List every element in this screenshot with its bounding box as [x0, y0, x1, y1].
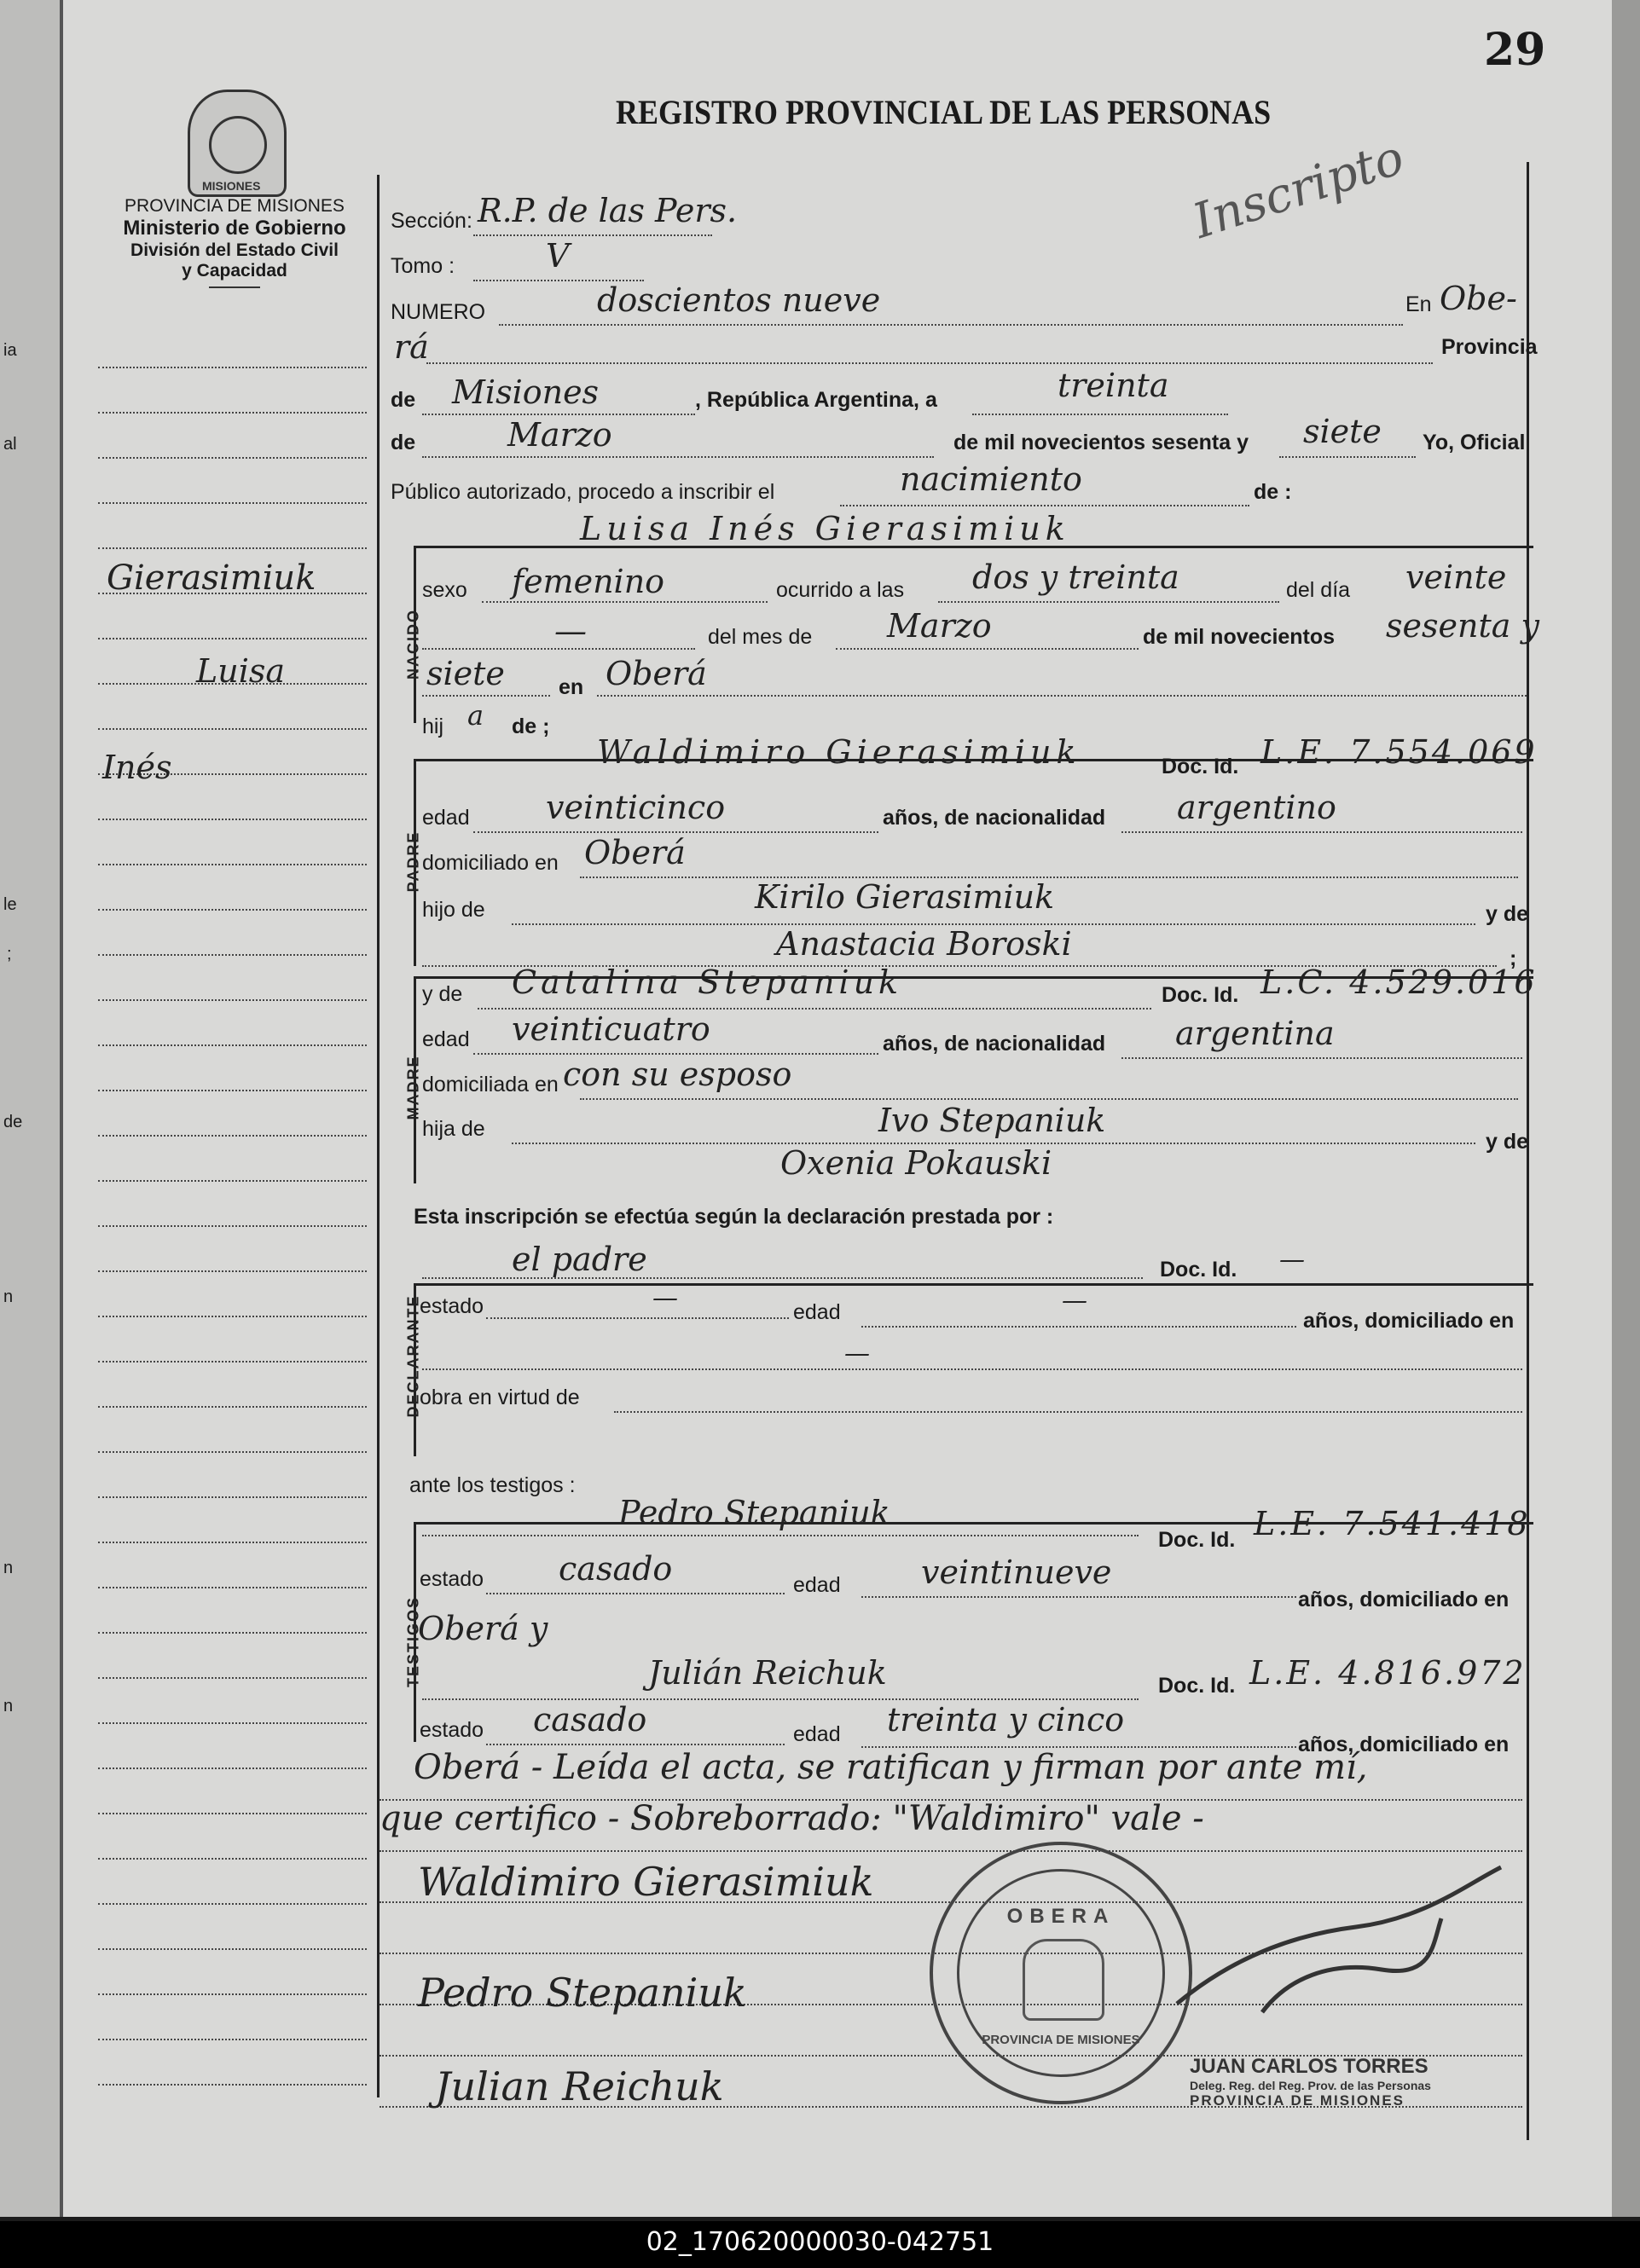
margin-dotted-line	[98, 999, 367, 1001]
label: edad	[422, 1027, 470, 1051]
margin-dotted-line	[98, 547, 367, 549]
field-city-cont: rá	[394, 328, 429, 366]
declarante-quien: el padre	[512, 1241, 647, 1278]
edge-text: le	[3, 895, 17, 914]
label: Tomo :	[391, 254, 455, 278]
label: sexo	[422, 578, 467, 602]
margin-dotted-line	[98, 638, 367, 639]
margin-dotted-line	[98, 1225, 367, 1227]
label: domiciliada en	[422, 1073, 559, 1096]
margin-name: Inés	[102, 749, 172, 786]
label: Doc. Id.	[1162, 755, 1239, 778]
margin-dotted-line	[98, 1316, 367, 1317]
label: hijo de	[422, 898, 485, 922]
margin-dotted-line	[98, 502, 367, 504]
testigo1-estado: casado	[559, 1550, 673, 1588]
official-name-stamp: JUAN CARLOS TORRES Deleg. Reg. del Reg. Prov. de las Personas PROVINCIA DE MISIONES	[1190, 2055, 1431, 2109]
field-dia-nac: veinte	[1405, 558, 1507, 596]
testigo1-domicilio: Oberá y	[418, 1610, 548, 1647]
official-signature-scribble	[1160, 1833, 1518, 2038]
label: de	[391, 431, 416, 454]
label: domiciliado en	[422, 851, 559, 875]
padre-madre: Anastacia Boroski	[776, 925, 1072, 963]
field-dash: —	[554, 612, 587, 650]
label: ;	[1510, 946, 1517, 970]
official-seal: OBERA PROVINCIA DE MISIONES	[930, 1842, 1192, 2104]
label: estado	[420, 1567, 484, 1591]
label: estado	[420, 1718, 484, 1742]
margin-dotted-line	[98, 1270, 367, 1272]
margin-dotted-line	[98, 864, 367, 865]
testigo1-edad: veintinueve	[921, 1553, 1112, 1591]
margin-dotted-line	[98, 1090, 367, 1091]
declarante-estado: —	[652, 1283, 678, 1313]
edge-text: n	[3, 1559, 14, 1577]
margin-dotted-line	[98, 1542, 367, 1543]
testigo1-nombre: Pedro Stepaniuk	[618, 1494, 890, 1531]
right-page-edge	[1612, 0, 1640, 2217]
label: Público autorizado, procedo a inscribir el	[391, 480, 775, 504]
padre-nacionalidad: argentino	[1177, 789, 1336, 826]
page-title: REGISTRO PROVINCIAL DE LAS PERSONAS	[616, 93, 1272, 131]
padre-domicilio: Oberá	[584, 834, 686, 871]
label: de :	[1254, 480, 1292, 504]
edge-text: ;	[7, 945, 12, 963]
edge-text: n	[3, 1287, 14, 1306]
margin-dotted-line	[98, 1677, 367, 1679]
testigo2-edad: treinta y cinco	[887, 1701, 1125, 1739]
margin-dotted-line	[98, 2039, 367, 2040]
label: de	[391, 388, 416, 412]
closing-line-1: Oberá - Leída el acta, se ratifican y firman por ante mí,	[414, 1748, 1368, 1787]
cancel-stamp: Inscripto	[1186, 130, 1411, 250]
label: y de	[1486, 1130, 1529, 1154]
page-number: 29	[1484, 24, 1546, 76]
margin-dotted-line	[98, 1948, 367, 1950]
field-anio: siete	[1303, 413, 1382, 450]
margin-dotted-line	[98, 728, 367, 730]
label: Doc. Id.	[1158, 1528, 1236, 1552]
testigo2-nombre: Julián Reichuk	[648, 1654, 887, 1692]
label: edad	[422, 806, 470, 830]
label: NUMERO	[391, 300, 486, 324]
field-anio-nac: sesenta y	[1386, 607, 1539, 645]
declarante-edad: —	[1062, 1286, 1087, 1316]
label: En	[1405, 292, 1432, 316]
field-acto: nacimiento	[900, 460, 1082, 498]
margin-dotted-line	[98, 1813, 367, 1814]
field-provincia: Misiones	[452, 373, 600, 411]
coat-of-arms-icon: MISIONES	[188, 90, 287, 197]
madre-edad: veinticuatro	[512, 1010, 710, 1048]
madre-nombre: Catalina Stepaniuk	[512, 963, 903, 1001]
margin-name: Luisa	[196, 652, 286, 690]
label: años, domiciliado en	[1298, 1733, 1510, 1756]
label: de mil novecientos	[1143, 625, 1336, 649]
closing-line-2: que certifico - Sobreborrado: "Waldimiro" vale -	[380, 1799, 1204, 1838]
label: Esta inscripción se efectúa según la declaración prestada por :	[414, 1205, 1054, 1229]
edge-text: ia	[3, 341, 17, 360]
section-label: TESTIGOS	[404, 1596, 422, 1688]
signature: Pedro Stepaniuk	[418, 1970, 747, 2016]
declarante-domicilio: —	[844, 1339, 870, 1368]
label: ante los testigos :	[409, 1473, 576, 1497]
label: años, de nacionalidad	[883, 806, 1106, 830]
margin-dotted-line	[98, 819, 367, 820]
margin-dotted-line	[98, 1361, 367, 1363]
margin-dotted-line	[98, 1451, 367, 1453]
label: obra en virtud de	[420, 1386, 580, 1409]
section-label: MADRE	[404, 1055, 422, 1120]
label: ocurrido a las	[776, 578, 905, 602]
margin-dotted-line	[98, 1135, 367, 1137]
testigo2-estado: casado	[533, 1701, 647, 1739]
child-name: Luisa Inés Gierasimiuk	[580, 510, 1070, 547]
label: Doc. Id.	[1160, 1258, 1237, 1282]
label: edad	[793, 1300, 841, 1324]
margin-dotted-line	[98, 1180, 367, 1182]
section-label: PADRE	[404, 830, 422, 893]
label: años, domiciliado en	[1298, 1588, 1510, 1611]
field-city: Obe-	[1440, 280, 1517, 317]
label: Doc. Id.	[1158, 1674, 1236, 1698]
label: y de	[1486, 902, 1529, 926]
margin-dotted-line	[98, 1903, 367, 1905]
padre-edad: veinticinco	[546, 789, 726, 826]
field-dia: treinta	[1058, 367, 1169, 404]
section-label: NACIDO	[404, 609, 422, 680]
field-hij: a	[467, 699, 484, 732]
field-anio-nac-cont: siete	[426, 655, 505, 692]
label: , República Argentina, a	[695, 388, 937, 412]
label: Sección:	[391, 209, 472, 233]
signature: Waldimiro Gierasimiuk	[418, 1859, 874, 1905]
margin-dotted-line	[98, 954, 367, 956]
margin-dotted-line	[98, 1044, 367, 1046]
issuer-block: PROVINCIA DE MISIONES Ministerio de Gobierno División del Estado Civil y Capacidad	[94, 196, 375, 293]
margin-dotted-line	[98, 1722, 367, 1724]
field-mes-nac: Marzo	[887, 607, 992, 645]
label: en	[559, 675, 584, 699]
padre-padre: Kirilo Gierasimiuk	[755, 878, 1055, 916]
label: edad	[793, 1573, 841, 1597]
padre-nombre: Waldimiro Gierasimiuk	[597, 733, 1081, 771]
section-label: DECLARANTE	[404, 1294, 422, 1418]
label: del día	[1286, 578, 1351, 602]
margin-dotted-line	[98, 1496, 367, 1498]
field-sexo: femenino	[512, 563, 665, 600]
margin-dotted-line	[98, 909, 367, 911]
margin-dotted-line	[98, 412, 367, 414]
margin-dotted-line	[98, 1768, 367, 1769]
label: estado	[420, 1294, 484, 1318]
scan-id-bar	[0, 2221, 1640, 2268]
label: años, de nacionalidad	[883, 1032, 1106, 1056]
margin-dotted-line	[98, 1858, 367, 1860]
field-tomo: V	[546, 237, 570, 275]
label: Yo, Oficial	[1423, 431, 1526, 454]
madre-domicilio: con su esposo	[563, 1056, 792, 1093]
padre-doc: L.E. 7.554.069	[1260, 733, 1538, 771]
madre-padre: Ivo Stepaniuk	[878, 1102, 1106, 1139]
testigo1-doc: L.E. 7.541.418	[1254, 1505, 1531, 1542]
label: Doc. Id.	[1162, 983, 1239, 1007]
field-mes: Marzo	[507, 416, 612, 454]
coat-of-arms-icon	[1023, 1939, 1104, 2021]
field-hora: dos y treinta	[972, 558, 1179, 596]
margin-dotted-line	[98, 1632, 367, 1634]
margin-dotted-line	[98, 1587, 367, 1588]
edge-text: de	[3, 1113, 23, 1131]
field-seccion: R.P. de las Pers.	[478, 192, 738, 229]
label: del mes de	[708, 625, 813, 649]
label: edad	[793, 1722, 841, 1746]
madre-doc: L.C. 4.529.016	[1260, 963, 1538, 1001]
margin-dotted-line	[98, 457, 367, 459]
label: Provincia	[1441, 335, 1538, 359]
margin-dotted-line	[98, 367, 367, 368]
label: de ;	[512, 715, 550, 738]
madre-madre: Oxenia Pokauski	[780, 1144, 1052, 1182]
edge-text: n	[3, 1697, 14, 1715]
previous-page-edge	[0, 0, 62, 2217]
madre-nacionalidad: argentina	[1175, 1015, 1335, 1052]
testigo2-doc: L.E. 4.816.972	[1249, 1654, 1527, 1692]
label: de mil novecientos sesenta y	[953, 431, 1249, 454]
declarante-doc: —	[1279, 1245, 1305, 1275]
label: años, domiciliado en	[1303, 1309, 1515, 1333]
signature: Julian Reichuk	[435, 2063, 724, 2109]
edge-text: al	[3, 435, 17, 454]
scan-id: 02_170620000030-042751	[646, 2227, 994, 2257]
margin-surname: Gierasimiuk	[107, 558, 316, 598]
label: hij	[422, 715, 444, 738]
margin-dotted-line	[98, 1406, 367, 1408]
margin-dotted-line	[98, 2084, 367, 2086]
margin-dotted-line	[98, 1993, 367, 1995]
field-lugar-nac: Oberá	[606, 655, 707, 692]
label: y de	[422, 982, 463, 1006]
field-numero: doscientos nueve	[597, 281, 881, 319]
label: hija de	[422, 1117, 485, 1141]
